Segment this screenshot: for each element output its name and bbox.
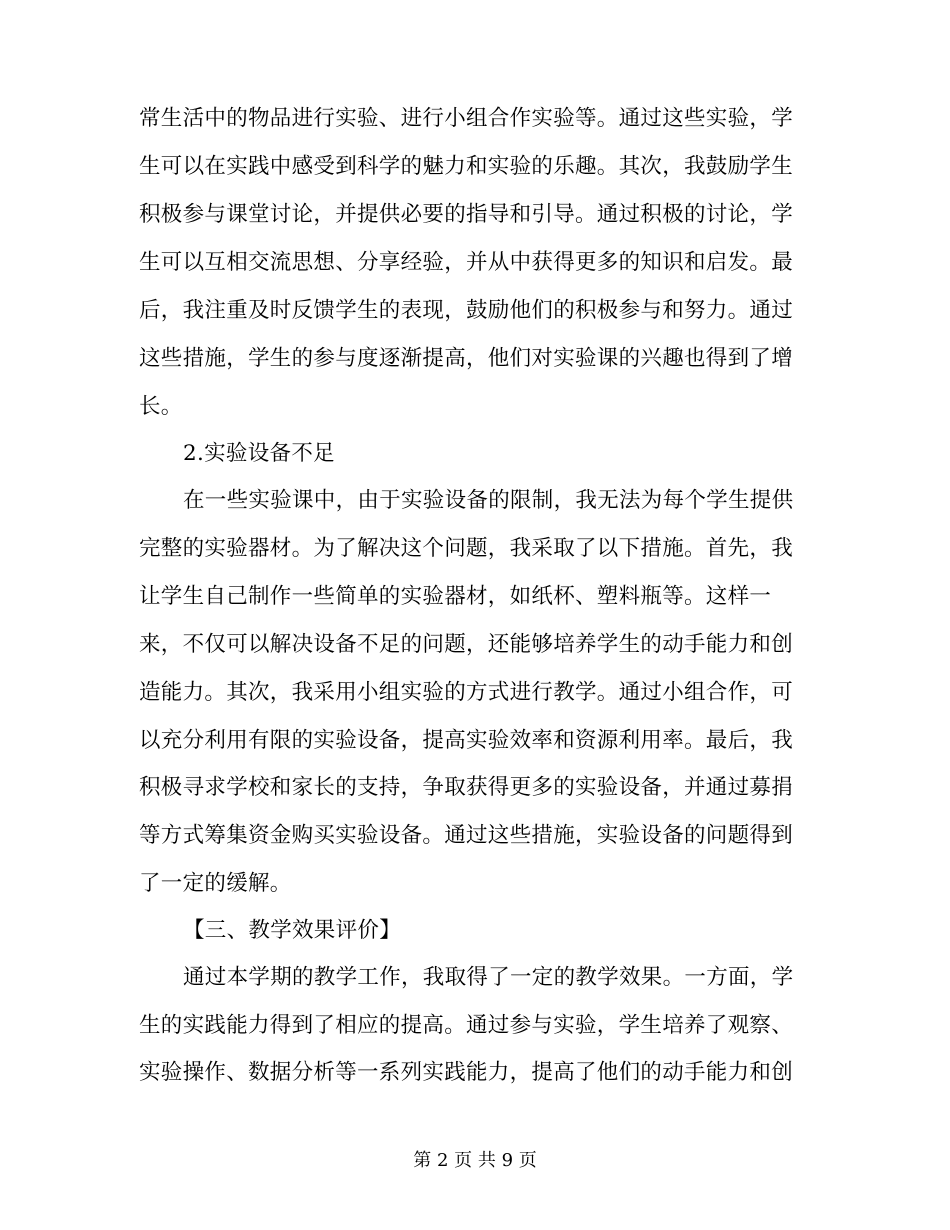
body-text-line: 在一些实验课中，由于实验设备的限制，我无法为每个学生提供 bbox=[183, 488, 794, 513]
body-text-line: 生可以在实践中感受到科学的魅力和实验的乐趣。其次，我鼓励学生 bbox=[139, 154, 794, 179]
body-text-line: 实验操作、数据分析等一系列实践能力，提高了他们的动手能力和创 bbox=[139, 1060, 794, 1085]
body-text-line: 通过本学期的教学工作，我取得了一定的教学效果。一方面，学 bbox=[183, 965, 794, 990]
body-text-line: 常生活中的物品进行实验、进行小组合作实验等。通过这些实验，学 bbox=[139, 106, 794, 131]
body-text-line: 来，不仅可以解决设备不足的问题，还能够培养学生的动手能力和创 bbox=[139, 632, 794, 657]
body-text-line: 让学生自己制作一些简单的实验器材，如纸杯、塑料瓶等。这样一 bbox=[139, 584, 772, 609]
body-text-line: 生可以互相交流思想、分享经验，并从中获得更多的知识和启发。最 bbox=[139, 250, 794, 275]
section-heading: 【三、教学效果评价】 bbox=[183, 918, 402, 943]
body-text-line: 积极寻求学校和家长的支持，争取获得更多的实验设备，并通过募捐 bbox=[139, 775, 794, 800]
body-text-line: 等方式筹集资金购买实验设备。通过这些措施，实验设备的问题得到 bbox=[139, 823, 794, 848]
body-text-line: 后，我注重及时反馈学生的表现，鼓励他们的积极参与和努力。通过 bbox=[139, 298, 794, 323]
body-text-line: 以充分利用有限的实验设备，提高实验效率和资源利用率。最后，我 bbox=[139, 728, 794, 753]
body-text-line: 完整的实验器材。为了解决这个问题，我采取了以下措施。首先，我 bbox=[139, 536, 794, 561]
body-text-line: 生的实践能力得到了相应的提高。通过参与实验，学生培养了观察、 bbox=[139, 1013, 794, 1038]
body-text-line: 这些措施，学生的参与度逐渐提高，他们对实验课的兴趣也得到了增 bbox=[139, 346, 794, 371]
body-text-line: 了一定的缓解。 bbox=[139, 871, 292, 896]
body-text-line: 造能力。其次，我采用小组实验的方式进行教学。通过小组合作，可 bbox=[139, 680, 794, 705]
body-text-line: 长。 bbox=[139, 394, 183, 419]
body-text-line: 积极参与课堂讨论，并提供必要的指导和引导。通过积极的讨论，学 bbox=[139, 202, 794, 227]
page-number-footer: 第 2 页 共 9 页 bbox=[413, 1150, 537, 1171]
section-heading: 2.实验设备不足 bbox=[183, 441, 335, 466]
